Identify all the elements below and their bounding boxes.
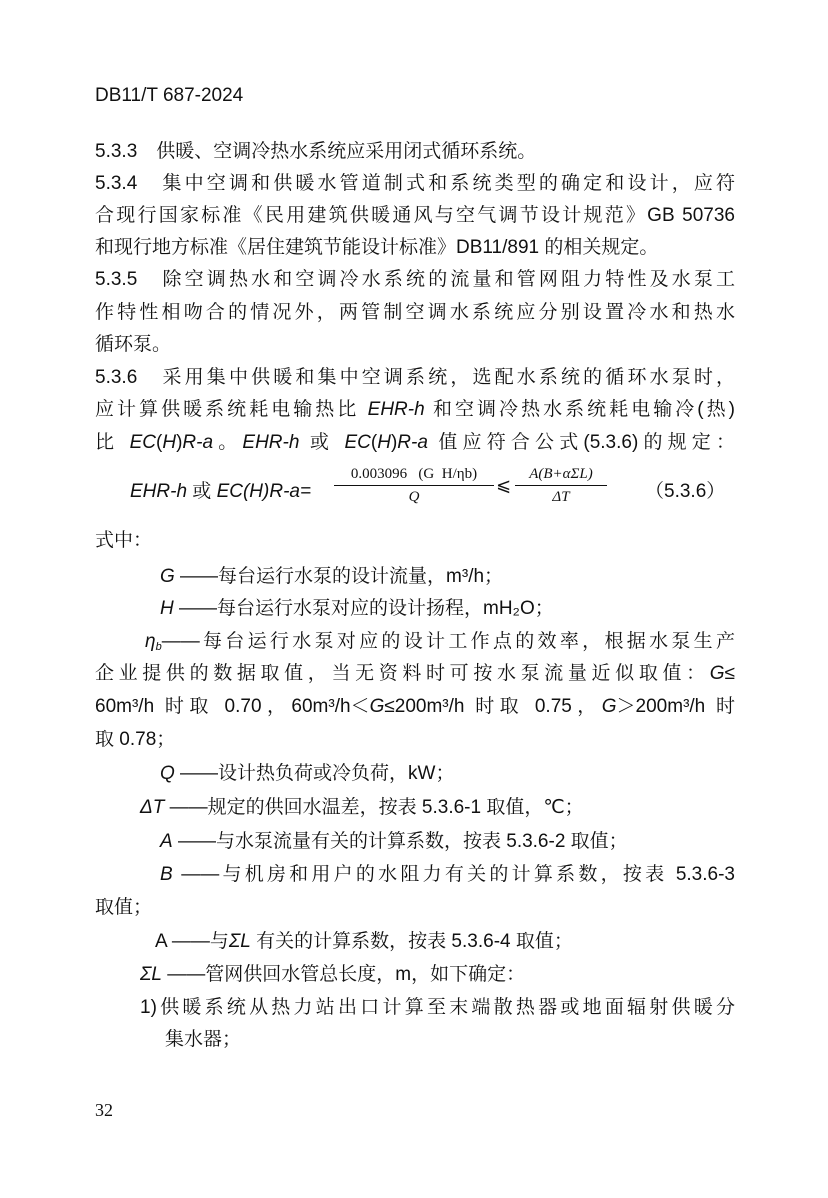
text-segment: ) xyxy=(176,432,183,453)
text-segment: 循环泵。 xyxy=(95,334,172,355)
text-line xyxy=(95,896,735,920)
text-segment: ——管网供回水管总长度，m，如下确定： xyxy=(161,964,526,985)
text-segment: η xyxy=(145,631,156,652)
text-segment: 作特性相吻合的情况外，两管制空调水系统应分别设置冷水和热水 xyxy=(95,302,735,323)
text-segment: ——每台运行水泵的设计流量，m³/h； xyxy=(174,566,504,587)
text-segment: 5.3.3 供暖、空调冷热水系统应采用闭式循环系统。 xyxy=(95,141,537,162)
text-segment: Q xyxy=(160,763,175,784)
text-segment: B xyxy=(160,864,173,885)
text-segment: ) xyxy=(390,432,398,453)
text-segment: 合现行国家标准《民用建筑供暖通风与空气调节设计规范》GB 50736 xyxy=(95,205,735,226)
text-segment: ΣL xyxy=(140,964,162,985)
text-segment: 60m³/h 时取 0.70，60m³/h＜ xyxy=(95,696,370,717)
text-segment: ——设计热负荷或冷负荷，kW； xyxy=(174,763,455,784)
text-line xyxy=(95,695,735,719)
formula-5-3-6 xyxy=(130,466,750,514)
text-segment: 5.3.4 集中空调和供暖水管道制式和系统类型的确定和设计，应符 xyxy=(95,173,735,194)
fraction-2-numerator: A(B+αΣL) xyxy=(515,466,607,486)
text-line xyxy=(95,172,735,196)
text-segment: 取值； xyxy=(95,897,153,918)
text-line xyxy=(160,863,735,887)
text-segment: EHR-h xyxy=(242,432,300,453)
formula-lhs xyxy=(130,476,311,503)
text-line xyxy=(140,796,735,820)
text-segment: G xyxy=(601,696,617,717)
text-line xyxy=(95,204,735,228)
text-segment: ≤ xyxy=(724,663,735,684)
text-line xyxy=(95,728,735,752)
text-segment: ——每台运行水泵对应的设计扬程，mH₂O； xyxy=(173,598,554,619)
text-segment: EHR-h xyxy=(367,399,425,420)
text-line xyxy=(95,662,735,686)
text-segment: 值应符合公式(5.3.6)的规定： xyxy=(427,432,735,453)
text-segment: ≤200m³/h 时取 0.75， xyxy=(384,696,602,717)
text-segment: ——与机房和用户的水阻力有关的计算系数，按表 5.3.6-3 xyxy=(172,864,735,885)
text-segment: ——每台运行水泵对应的设计工作点的效率，根据水泵生产 xyxy=(161,631,735,652)
text-segment: A ——与 xyxy=(155,931,229,952)
text-line xyxy=(95,301,735,325)
text-segment: ——规定的供回水温差，按表 5.3.6-1 取值，℃； xyxy=(164,797,584,818)
text-line xyxy=(155,930,735,954)
text-line xyxy=(160,762,735,786)
text-line xyxy=(95,333,735,357)
text-line xyxy=(160,597,735,621)
text-segment: G xyxy=(369,696,385,717)
text-segment: 5.3.6 采用集中供暖和集中空调系统，选配水系统的循环水泵时， xyxy=(95,367,735,388)
text-segment: 和现行地方标准《居住建筑节能设计标准》DB11/891 的相关规定。 xyxy=(95,237,659,258)
text-line xyxy=(95,529,735,553)
text-line xyxy=(95,236,735,260)
text-line xyxy=(140,963,735,987)
document-header: DB11/T 687-2024 xyxy=(95,85,244,106)
text-line xyxy=(95,268,735,292)
text-segment: 应计算供暖系统耗电输热比 xyxy=(95,399,368,420)
text-line xyxy=(145,630,735,654)
text-line xyxy=(95,431,735,455)
text-segment: 企业提供的数据取值，当无资料时可按水泵流量近似取值： xyxy=(95,663,710,684)
text-segment: EC xyxy=(344,432,371,453)
text-line xyxy=(140,996,735,1020)
text-segment: A xyxy=(160,831,173,852)
text-line xyxy=(95,366,735,390)
text-segment: 。 xyxy=(213,432,243,453)
text-line xyxy=(165,1028,735,1052)
text-segment: ＞200m³/h 时 xyxy=(616,696,735,717)
text-segment: R-a xyxy=(182,432,214,453)
formula-fraction-1 xyxy=(334,466,494,506)
text-segment: G xyxy=(709,663,725,684)
fraction-1-numerator: 0.003096 (G H/ηb) xyxy=(334,466,494,486)
formula-lhs-ehr: EHR-h xyxy=(130,481,188,502)
text-line xyxy=(95,398,735,422)
text-segment: 式中： xyxy=(95,530,153,551)
text-segment: 集水器； xyxy=(165,1029,242,1050)
text-segment: ——与水泵流量有关的计算系数，按表 5.3.6-2 取值； xyxy=(172,831,628,852)
text-segment: b xyxy=(155,641,162,653)
text-line xyxy=(95,140,735,164)
text-segment: 取 0.78； xyxy=(95,729,176,750)
text-segment: 和空调冷热水系统耗电输冷(热) xyxy=(424,399,735,420)
leq-symbol: ⩽ xyxy=(496,475,512,495)
text-segment: ΔT xyxy=(140,797,165,818)
text-segment: G xyxy=(160,566,175,587)
text-segment: EC xyxy=(129,432,157,453)
text-line xyxy=(160,565,735,589)
text-segment: R-a xyxy=(397,432,428,453)
text-segment: 有关的计算系数，按表 5.3.6-4 取值； xyxy=(250,931,573,952)
fraction-1-denominator: Q xyxy=(408,489,420,505)
text-segment: 1)供暖系统从热力站出口计算至末端散热器或地面辐射供暖分 xyxy=(140,997,735,1018)
text-segment: ΣL xyxy=(228,931,251,952)
equation-number: （5.3.6） xyxy=(645,481,726,502)
text-segment: ( xyxy=(156,432,163,453)
formula-lhs-or: 或 xyxy=(187,481,217,502)
page-number: 32 xyxy=(95,1100,113,1120)
text-line xyxy=(160,830,735,854)
fraction-2-denominator: ΔT xyxy=(552,489,570,505)
text-segment: 5.3.5 除空调热水和空调冷水系统的流量和管网阻力特性及水泵工 xyxy=(95,269,735,290)
text-segment: H xyxy=(162,432,177,453)
text-segment: H xyxy=(160,598,174,619)
text-segment: 比 xyxy=(95,432,130,453)
text-segment: H xyxy=(377,432,391,453)
text-segment: ( xyxy=(370,432,378,453)
formula-lhs-ecr: EC(H)R-a= xyxy=(216,481,312,502)
formula-fraction-2 xyxy=(515,466,607,506)
text-segment: 或 xyxy=(299,432,345,453)
